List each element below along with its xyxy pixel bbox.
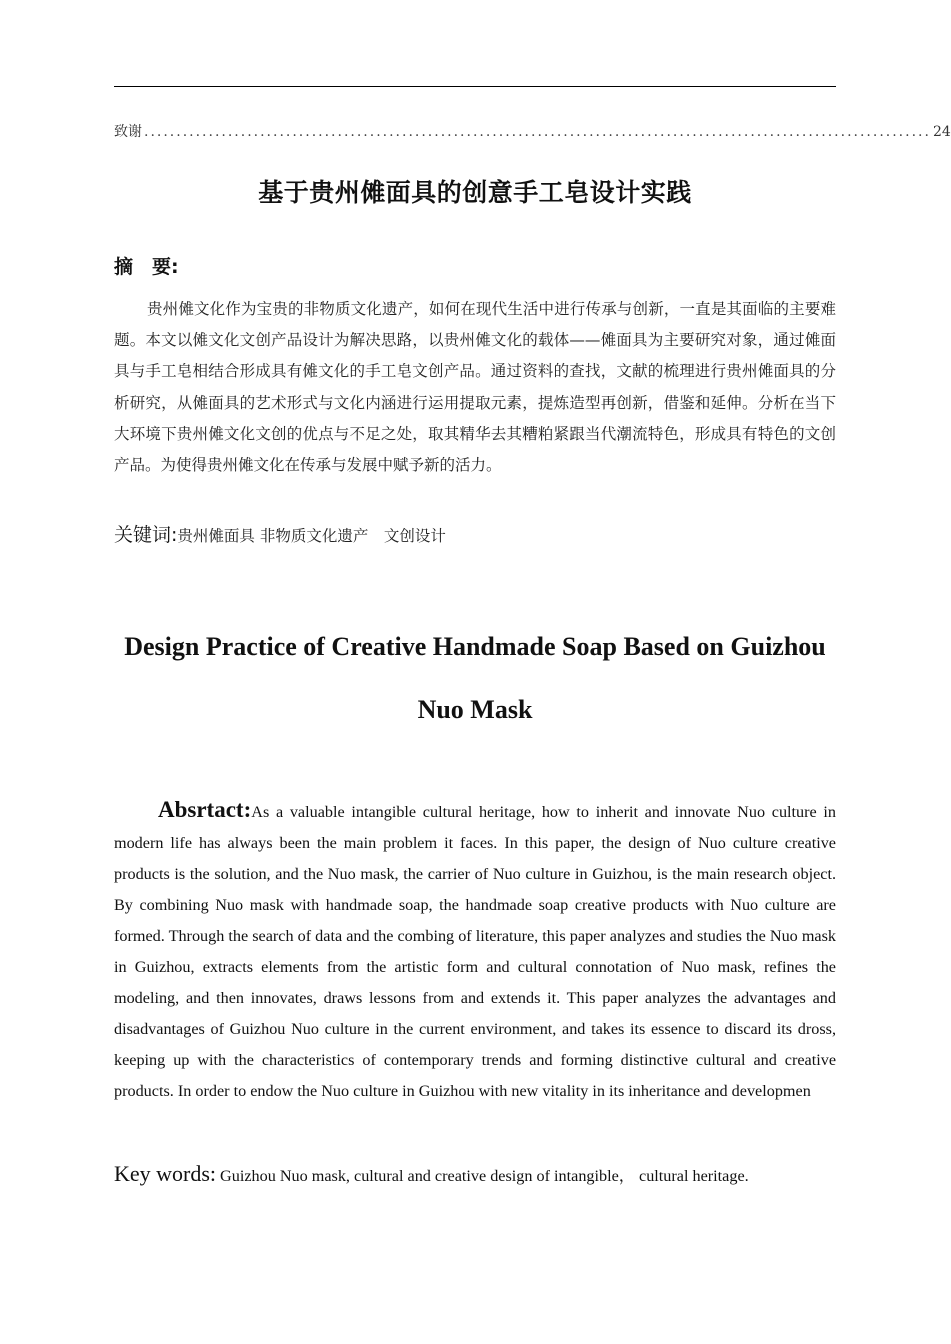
english-keywords — [114, 1161, 836, 1187]
chinese-abstract-heading: 摘 要: — [114, 256, 179, 278]
chinese-keywords — [114, 520, 836, 547]
english-keywords-label: Key words: — [114, 1161, 217, 1186]
english-abstract — [114, 794, 836, 1107]
toc-entry-acknowledgements — [114, 121, 951, 143]
toc-dot-leader: .......................................................................................................................... — [144, 124, 931, 140]
chinese-keywords-label: 关键词: — [114, 524, 178, 546]
chinese-title: 基于贵州傩面具的创意手工皂设计实践 — [258, 178, 692, 207]
toc-entry-label: 致谢 — [114, 124, 142, 140]
english-keywords-text: Guizhou Nuo mask, cultural and creative design of intangible， cultural heritage. — [220, 1167, 749, 1185]
chinese-keywords-text: 贵州傩面具 非物质文化遗产 文创设计 — [177, 527, 446, 545]
english-abstract-label: Absrtact: — [158, 797, 252, 822]
english-title: Design Practice of Creative Handmade Soap Based on Guizhou Nuo Mask — [124, 632, 826, 724]
chinese-abstract-body: 贵州傩文化作为宝贵的非物质文化遗产，如何在现代生活中进行传承与创新，一直是其面临的主要难题。本文以傩文化文创产品设计为解决思路，以贵州傩文化的载体——傩面具为主要研究对象，通过傩面具与手工皂相结合形成具有傩文化的手工皂文创产品。通过资料的查找，文献的梳理进行贵州傩面具的分析研究，从傩面具的艺术形式与文化内涵进行运用提取元素，提炼造型再创新，借鉴和延伸。分析在当下大环境下贵州傩文化文创的优点与不足之处，取其精华去其糟粕紧跟当代潮流特色，形成具有特色的文创产品。为使得贵州傩文化在传承与发展中赋予新的活力。 — [114, 300, 836, 475]
header-rule — [114, 86, 836, 87]
toc-page-number: 24 — [932, 124, 951, 140]
english-abstract-body: As a valuable intangible cultural heritage, how to inherit and innovate Nuo culture in modern life has always been the main problem it faces. In this paper, the design of Nuo culture creative products is the solution, and the Nuo mask, the carrier of Nuo culture in Guizhou, is the main research object. By combining Nuo mask with handmade soap, the handmade soap creative products with Nuo culture are formed. Through the search of data and the combing of literature, this paper analyzes and studies the Nuo mask in Guizhou, extracts elements from the artistic form and cultural connotation of Nuo mask, refines the modeling, and then innovates, draws lessons from and extends it. This paper analyzes the advantages and disadvantages of Guizhou Nuo culture in the current environment, and takes its essence to discard its dross, keeping up with the characteristics of contemporary trends and forming distinctive cultural and creative products. In order to endow the Nuo culture in Guizhou with new vitality in its inheritance and developmen — [114, 803, 836, 1100]
